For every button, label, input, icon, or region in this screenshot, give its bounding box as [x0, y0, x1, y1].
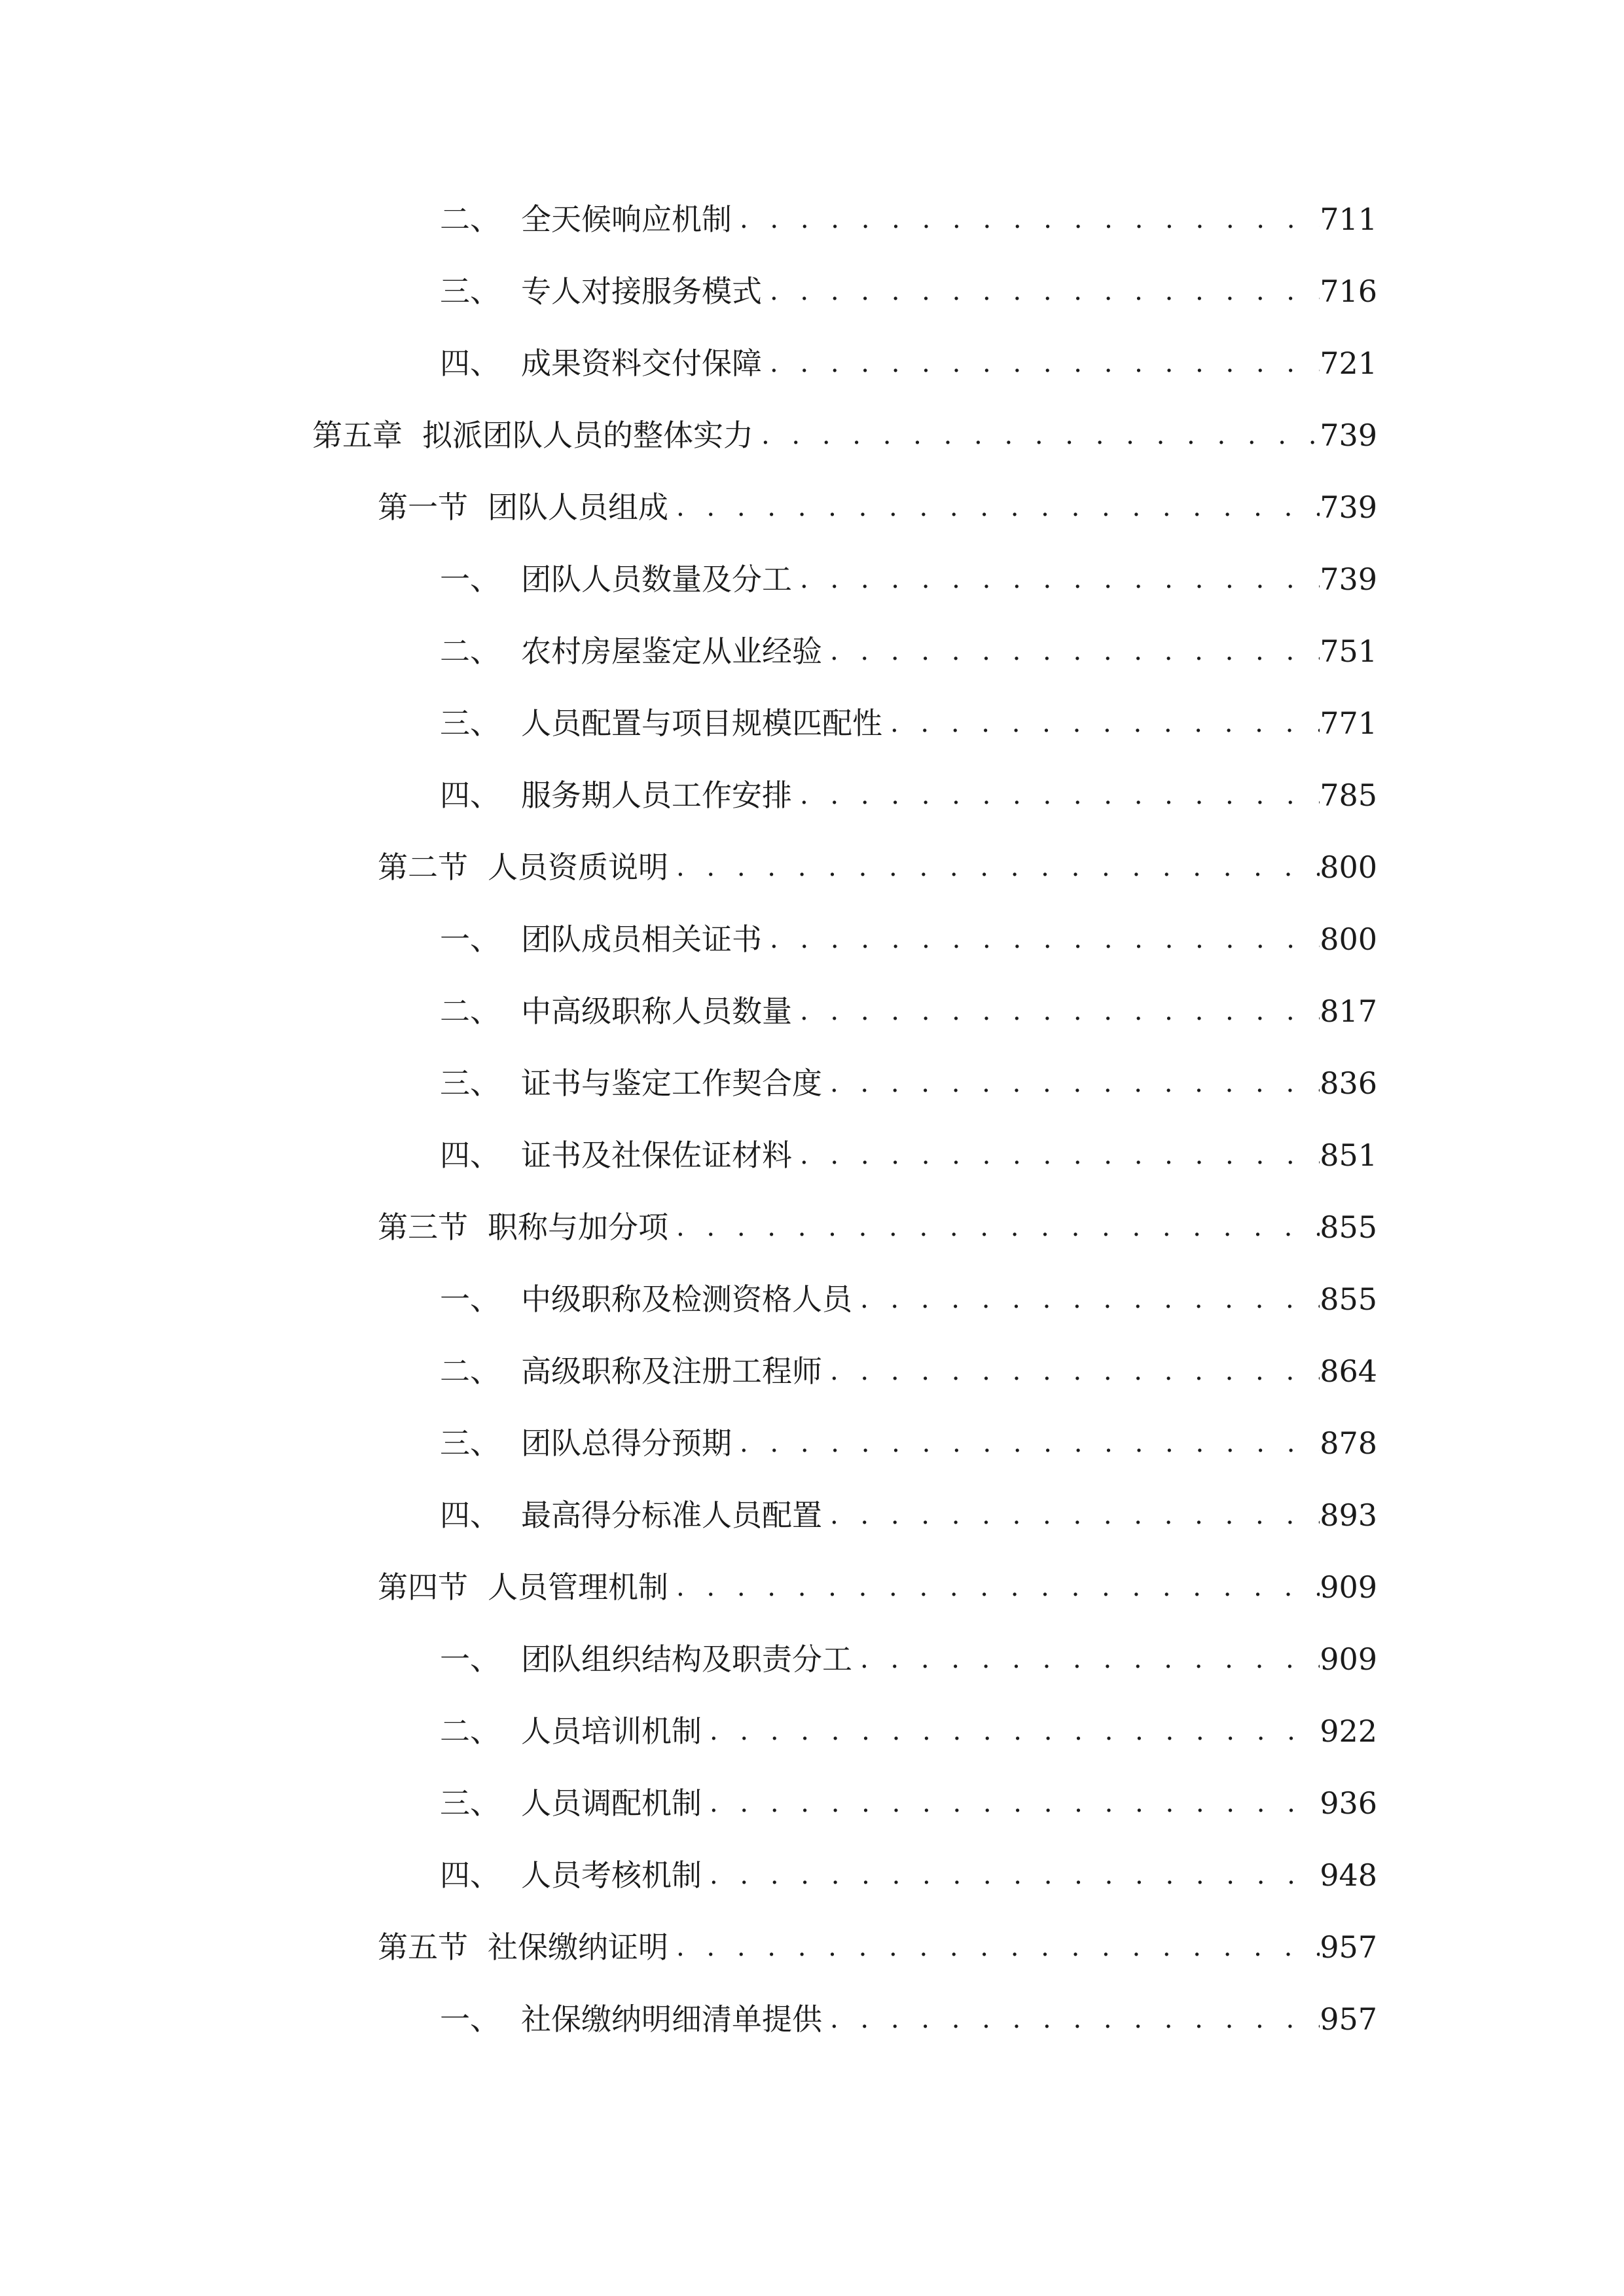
toc-entry-page: 922 [1320, 1713, 1377, 1749]
toc-entry-title: 人员考核机制 [521, 1857, 702, 1893]
toc-dot-leader [762, 262, 1320, 321]
toc-entry-number: 第四节 [378, 1570, 468, 1605]
toc-entry-number: 第一节 [378, 490, 468, 525]
toc-entry[interactable] [440, 550, 1377, 609]
toc-entry-title: 社保缴纳证明 [488, 1929, 668, 1965]
toc-entry-section[interactable] [378, 478, 1377, 537]
toc-entry[interactable] [440, 1486, 1377, 1545]
toc-dot-leader [792, 766, 1320, 825]
toc-entry-page: 836 [1320, 1066, 1377, 1101]
toc-entry-number: 二、 [440, 202, 500, 237]
toc-entry-title: 人员资质说明 [488, 850, 668, 885]
toc-entry-number: 第二节 [378, 850, 468, 885]
toc-entry-page: 771 [1320, 706, 1377, 741]
toc-entry-page: 909 [1320, 1570, 1377, 1605]
toc-entry-title: 全天候响应机制 [521, 202, 732, 237]
toc-dot-leader [668, 478, 1320, 537]
toc-dot-leader [822, 1486, 1320, 1545]
toc-entry-page: 817 [1320, 994, 1377, 1029]
toc-entry-title: 团队组织结构及职责分工 [521, 1641, 852, 1677]
toc-entry-number: 二、 [440, 1354, 500, 1389]
toc-entry-title: 团队成员相关证书 [521, 922, 762, 957]
toc-dot-leader [702, 1774, 1320, 1833]
toc-entry-chapter[interactable] [312, 406, 1377, 465]
toc-entry-page: 855 [1320, 1282, 1377, 1317]
toc-entry-title: 团队总得分预期 [521, 1426, 732, 1461]
toc-entry-number: 一、 [440, 1641, 500, 1677]
toc-entry-title: 专人对接服务模式 [521, 274, 762, 309]
toc-entry-number: 第五章 [312, 418, 403, 453]
toc-entry-number: 三、 [440, 706, 500, 741]
toc-entry[interactable] [440, 334, 1377, 393]
toc-entry-title: 团队人员数量及分工 [521, 562, 792, 597]
toc-dot-leader [822, 1342, 1320, 1401]
toc-entry-title: 拟派团队人员的整体实力 [422, 418, 753, 453]
toc-entry-page: 751 [1320, 634, 1377, 669]
toc-entry-page: 739 [1320, 490, 1377, 525]
toc-entry-title: 职称与加分项 [488, 1210, 668, 1245]
toc-entry-page: 878 [1320, 1426, 1377, 1461]
toc-entry-number: 四、 [440, 1857, 500, 1893]
toc-entry-page: 909 [1320, 1641, 1377, 1677]
toc-entry-title: 中高级职称人员数量 [521, 994, 792, 1029]
toc-entry-title: 人员配置与项目规模匹配性 [521, 706, 882, 741]
toc-dot-leader [668, 1558, 1320, 1617]
toc-entry-number: 第五节 [378, 1929, 468, 1965]
toc-entry-number: 三、 [440, 1426, 500, 1461]
toc-entry-number: 四、 [440, 778, 500, 813]
toc-entry-number: 二、 [440, 1713, 500, 1749]
toc-dot-leader [732, 190, 1320, 249]
toc-entry-page: 721 [1320, 346, 1377, 381]
toc-entry-section[interactable] [378, 838, 1377, 897]
toc-entry-page: 893 [1320, 1498, 1377, 1533]
toc-entry-title: 人员调配机制 [521, 1785, 702, 1821]
toc-dot-leader [792, 1126, 1320, 1185]
toc-entry[interactable] [440, 1990, 1377, 2049]
toc-entry-title: 证书及社保佐证材料 [521, 1138, 792, 1173]
toc-entry[interactable] [440, 1270, 1377, 1329]
toc-entry-title: 服务期人员工作安排 [521, 778, 792, 813]
toc-entry-number: 四、 [440, 346, 500, 381]
toc-dot-leader [668, 1198, 1320, 1257]
toc-entry[interactable] [440, 1414, 1377, 1473]
toc-entry-page: 957 [1320, 1929, 1377, 1965]
toc-entry-number: 二、 [440, 634, 500, 669]
toc-dot-leader [732, 1414, 1320, 1473]
toc-entry-page: 800 [1320, 922, 1377, 957]
toc-dot-leader [822, 1990, 1320, 2049]
toc-entry-page: 739 [1320, 418, 1377, 453]
toc-entry-page: 864 [1320, 1354, 1377, 1389]
toc-entry[interactable] [440, 1630, 1377, 1689]
toc-entry-number: 一、 [440, 2001, 500, 2037]
toc-entry-number: 第三节 [378, 1210, 468, 1245]
toc-entry-page: 948 [1320, 1857, 1377, 1893]
toc-entry[interactable] [440, 1126, 1377, 1185]
toc-entry-page: 800 [1320, 850, 1377, 885]
toc-entry[interactable] [440, 1342, 1377, 1401]
toc-entry-number: 一、 [440, 922, 500, 957]
toc-entry[interactable] [440, 910, 1377, 969]
toc-entry[interactable] [440, 694, 1377, 753]
toc-entry-title: 人员管理机制 [488, 1570, 668, 1605]
toc-dot-leader [753, 406, 1320, 465]
toc-dot-leader [882, 694, 1320, 753]
toc-entry-title: 最高得分标准人员配置 [521, 1498, 822, 1533]
toc-dot-leader [668, 1918, 1320, 1977]
toc-entry-page: 936 [1320, 1785, 1377, 1821]
toc-entry-title: 高级职称及注册工程师 [521, 1354, 822, 1389]
toc-entry[interactable] [440, 1774, 1377, 1833]
toc-dot-leader [668, 838, 1320, 897]
toc-dot-leader [792, 550, 1320, 609]
toc-entry-section[interactable] [378, 1918, 1377, 1977]
toc-dot-leader [822, 622, 1320, 681]
toc-entry-page: 716 [1320, 274, 1377, 309]
toc-entry-number: 四、 [440, 1138, 500, 1173]
toc-entry[interactable] [440, 622, 1377, 681]
toc-dot-leader [822, 1054, 1320, 1113]
toc-entry-title: 成果资料交付保障 [521, 346, 762, 381]
toc-entry-number: 一、 [440, 1282, 500, 1317]
toc-dot-leader [702, 1702, 1320, 1761]
toc-dot-leader [852, 1630, 1320, 1689]
toc-dot-leader [792, 982, 1320, 1041]
toc-entry[interactable] [440, 982, 1377, 1041]
toc-entry-section[interactable] [378, 1558, 1377, 1617]
toc-entry-section[interactable] [378, 1198, 1377, 1257]
toc-entry-page: 711 [1320, 202, 1377, 237]
toc-entry-number: 三、 [440, 274, 500, 309]
toc-dot-leader [702, 1846, 1320, 1905]
toc-entry[interactable] [440, 1054, 1377, 1113]
toc-entry-number: 一、 [440, 562, 500, 597]
toc-dot-leader [762, 910, 1320, 969]
toc-entry-page: 957 [1320, 2001, 1377, 2037]
toc-entry-title: 证书与鉴定工作契合度 [521, 1066, 822, 1101]
toc-entry[interactable] [440, 190, 1377, 249]
toc-entry-title: 中级职称及检测资格人员 [521, 1282, 852, 1317]
toc-entry-title: 社保缴纳明细清单提供 [521, 2001, 822, 2037]
toc-entry-page: 739 [1320, 562, 1377, 597]
toc-entry[interactable] [440, 1702, 1377, 1761]
toc-dot-leader [852, 1270, 1320, 1329]
toc-entry-title: 农村房屋鉴定从业经验 [521, 634, 822, 669]
toc-entry-page: 785 [1320, 778, 1377, 813]
toc-entry-number: 三、 [440, 1066, 500, 1101]
toc-entry[interactable] [440, 262, 1377, 321]
toc-dot-leader [762, 334, 1320, 393]
toc-entry[interactable] [440, 1846, 1377, 1905]
toc-entry-number: 二、 [440, 994, 500, 1029]
toc-entry-title: 团队人员组成 [488, 490, 668, 525]
toc-entry[interactable] [440, 766, 1377, 825]
toc-entry-page: 851 [1320, 1138, 1377, 1173]
toc-entry-number: 三、 [440, 1785, 500, 1821]
toc-entry-number: 四、 [440, 1498, 500, 1533]
toc-entry-page: 855 [1320, 1210, 1377, 1245]
toc-entry-title: 人员培训机制 [521, 1713, 702, 1749]
